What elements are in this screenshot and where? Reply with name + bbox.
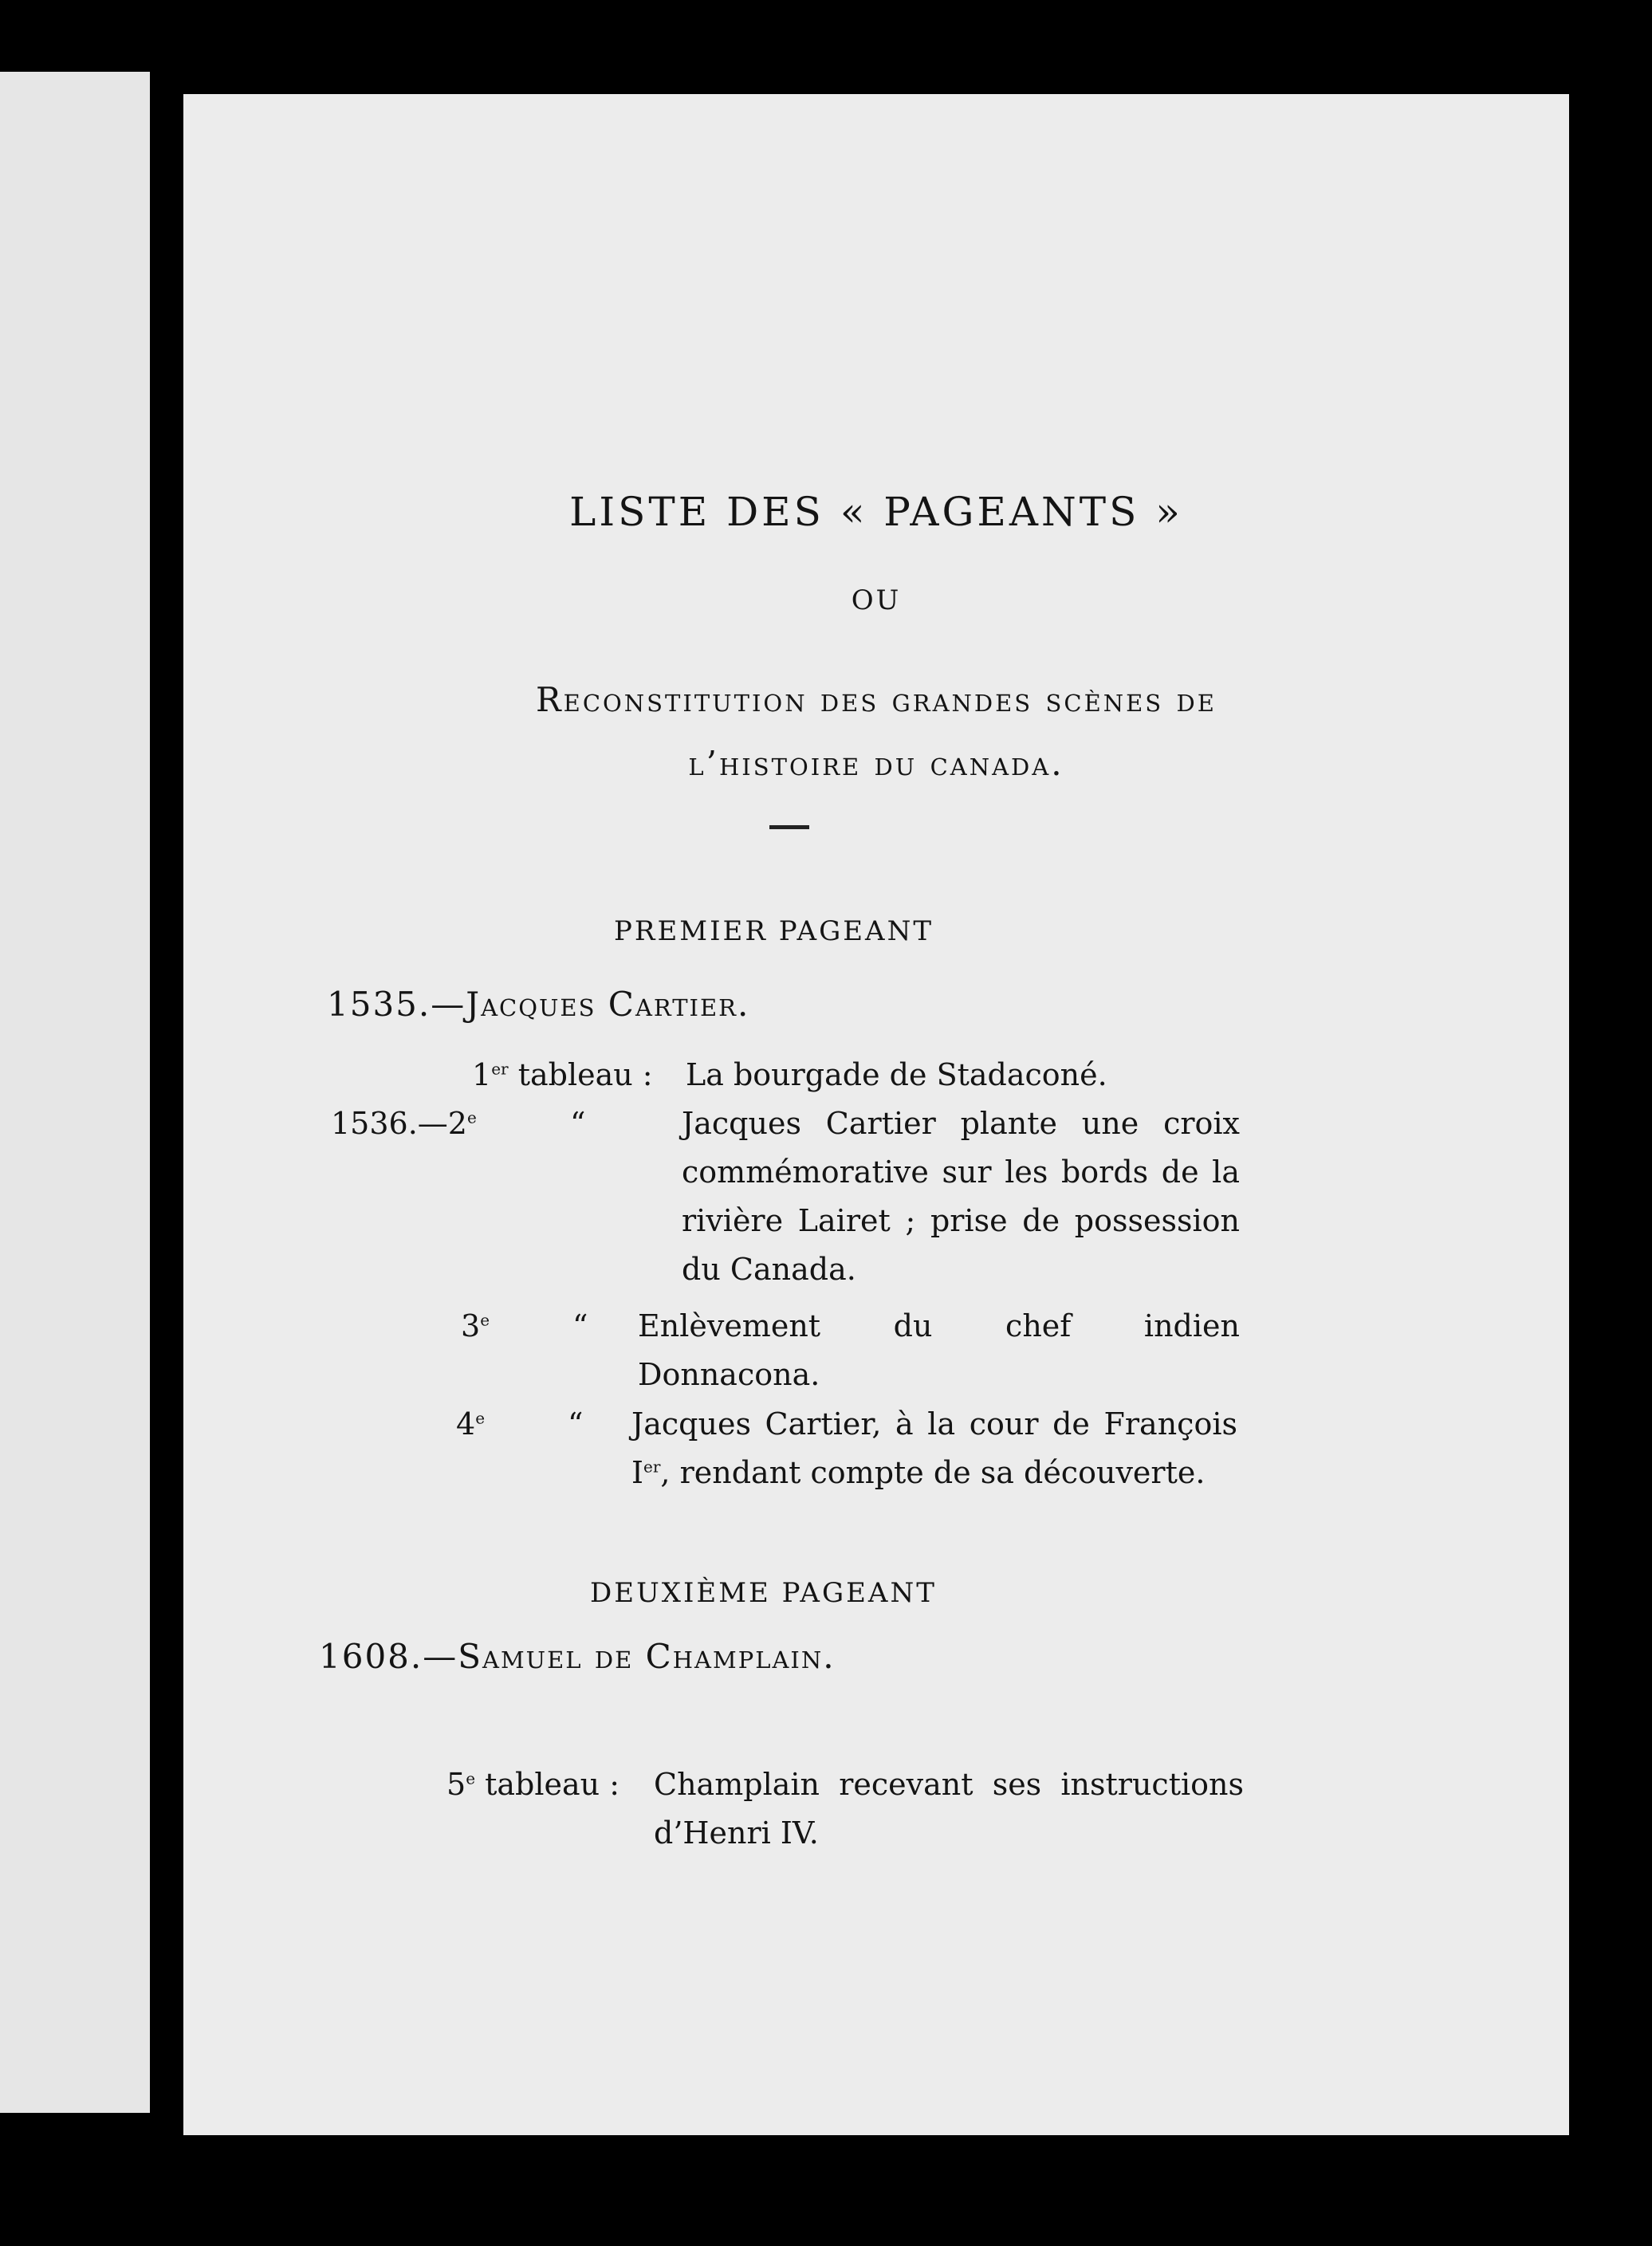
ditto-mark-2: “ [570,1106,586,1141]
subtitle-line-1: Reconstitution des grandes scènes de [536,680,1217,719]
tableau-number-3: 3e [461,1308,490,1343]
facing-page-edge [0,72,150,2113]
ditto-mark-3: “ [572,1308,588,1343]
epoch-heading-2: 1608.—Samuel de Champlain. [319,1637,836,1676]
tableau-description-2: Jacques Cartier plante une croix commémorative sur les bords de la rivière Lairet ; prise de possession du Canada. [682,1106,1240,1287]
tableau-number-4: 4e [456,1406,486,1442]
tableau-number-5: 5e tableau : [446,1767,620,1802]
title-conjunction: OU [851,584,902,616]
page-title: LISTE DES « PAGEANTS » [569,489,1183,535]
section-divider [769,825,809,829]
epoch-heading-1: 1535.—Jacques Cartier. [327,985,750,1024]
subtitle-line-2: l’histoire du canada. [688,744,1064,783]
book-page [183,94,1569,2135]
tableau-number-1: 1er tableau : [472,1057,653,1092]
tableau-description-1: La bourgade de Stadaconé. [686,1057,1107,1092]
tableau-description-4: Jacques Cartier, à la cour de François Ier, rendant compte de sa découverte. [631,1406,1237,1490]
pageant-heading-2: DEUXIÈME PAGEANT [590,1577,937,1609]
pageant-heading-1: PREMIER PAGEANT [614,915,934,947]
page-subtitle [183,668,1569,796]
ditto-mark-4: “ [568,1406,584,1442]
tableau-description-5: Champlain recevant ses instructions d’Henri IV. [654,1767,1244,1851]
tableau-number-2: 1536.—2e [331,1106,477,1141]
tableau-description-3: Enlèvement du chef indien Donnacona. [638,1308,1240,1392]
